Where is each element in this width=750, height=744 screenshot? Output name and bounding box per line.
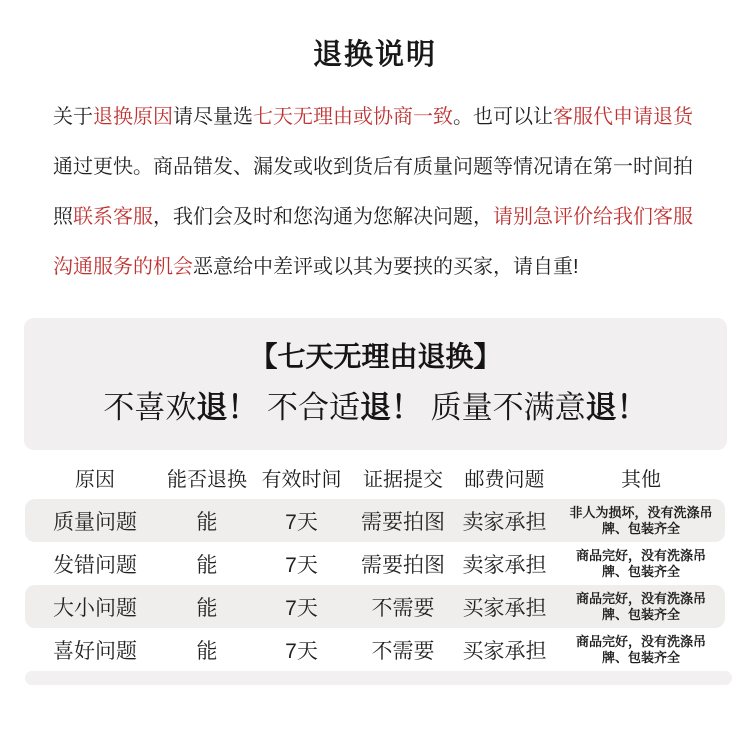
table-header-row bbox=[25, 455, 725, 499]
cell-evidence: 需要拍图 bbox=[361, 510, 445, 534]
header-cell-2: 能否退换 bbox=[167, 468, 247, 491]
notice-text: 关于 bbox=[53, 106, 93, 128]
notice-line-3 bbox=[53, 192, 697, 242]
notice-text: 。也可以让 bbox=[453, 106, 553, 128]
cell-can: 能 bbox=[196, 510, 218, 534]
cell-evidence: 需要拍图 bbox=[361, 553, 445, 577]
cell-time: 7天 bbox=[285, 639, 318, 663]
cell-postage: 卖家承担 bbox=[462, 553, 547, 577]
return-notice-paragraph bbox=[53, 92, 697, 292]
notice-text: 通过更快。商品错发、漏发或收到货后有质量问题等情况请在第一时间拍 bbox=[53, 156, 693, 178]
notice-line-2 bbox=[53, 142, 697, 192]
notice-line-1 bbox=[53, 92, 697, 142]
cell-time: 7天 bbox=[285, 510, 318, 534]
notice-text: 照 bbox=[53, 206, 73, 228]
table-row bbox=[25, 499, 725, 542]
notice-line-4 bbox=[53, 242, 697, 292]
cell-reason: 喜好问题 bbox=[53, 639, 137, 663]
seven-day-headline: 【七天无理由退换】 bbox=[249, 341, 502, 372]
page-title: 退换说明 bbox=[312, 39, 437, 71]
cell-can: 能 bbox=[196, 596, 218, 620]
cell-other bbox=[557, 505, 725, 537]
seven-day-return-panel bbox=[24, 318, 727, 450]
cell-time: 7天 bbox=[285, 596, 318, 620]
slogan-text: 不喜欢 bbox=[103, 390, 197, 425]
notice-text: 请尽量选 bbox=[173, 106, 253, 128]
notice-red-text: 联系客服 bbox=[73, 206, 153, 228]
cell-other-text: 商品完好，没有洗涤吊牌、包装齐全 bbox=[575, 547, 706, 579]
cell-other-text: 商品完好，没有洗涤吊牌、包装齐全 bbox=[575, 590, 706, 622]
cell-postage: 卖家承担 bbox=[462, 510, 547, 534]
cell-postage: 买家承担 bbox=[462, 639, 547, 663]
return-slogan bbox=[24, 388, 727, 428]
header-cell-1: 原因 bbox=[75, 468, 115, 491]
cell-other-text: 商品完好，没有洗涤吊牌、包装齐全 bbox=[575, 633, 706, 665]
cell-reason: 发错问题 bbox=[53, 553, 137, 577]
notice-red-text: 客服代申请退货 bbox=[553, 106, 693, 128]
cell-postage: 买家承担 bbox=[462, 596, 547, 620]
notice-text: 恶意给中差评或以其为要挟的买家，请自重! bbox=[193, 256, 579, 278]
header-cell-3: 有效时间 bbox=[261, 468, 342, 491]
slogan-bold-text: 退！ bbox=[360, 390, 422, 425]
cell-other bbox=[557, 548, 725, 580]
slogan-text: 不合适 bbox=[258, 390, 360, 425]
cell-other-text: 非人为损坏，没有洗涤吊牌、包装齐全 bbox=[569, 504, 713, 536]
cell-reason: 大小问题 bbox=[53, 596, 137, 620]
bottom-strip bbox=[25, 671, 732, 685]
slogan-bold-text: 退！ bbox=[196, 390, 259, 425]
cell-can: 能 bbox=[196, 553, 218, 577]
notice-text: ，我们会及时和您沟通为您解决问题， bbox=[153, 206, 493, 228]
cell-other bbox=[557, 591, 725, 623]
notice-red-text: 七天无理由或协商一致 bbox=[253, 106, 453, 128]
notice-red-text: 请别急评价给我们客服 bbox=[493, 206, 693, 228]
slogan-bold-text: 退！ bbox=[585, 390, 648, 425]
table-body bbox=[25, 499, 725, 671]
table-row bbox=[25, 628, 725, 671]
slogan-text: 质量不满意 bbox=[422, 390, 586, 425]
cell-evidence: 不需要 bbox=[371, 596, 435, 620]
cell-can: 能 bbox=[196, 639, 218, 663]
table-row bbox=[25, 542, 725, 585]
header-cell-6: 其他 bbox=[621, 468, 661, 491]
cell-time: 7天 bbox=[285, 553, 318, 577]
cell-reason: 质量问题 bbox=[53, 510, 137, 534]
header-cell-5: 邮费问题 bbox=[464, 468, 545, 491]
notice-red-text: 退换原因 bbox=[93, 106, 173, 128]
cell-evidence: 不需要 bbox=[371, 639, 435, 663]
cell-other bbox=[557, 634, 725, 666]
table-row bbox=[25, 585, 725, 628]
header-cell-4: 证据提交 bbox=[363, 468, 443, 491]
return-policy-table bbox=[25, 455, 725, 671]
notice-red-text: 沟通服务的机会 bbox=[53, 256, 193, 278]
